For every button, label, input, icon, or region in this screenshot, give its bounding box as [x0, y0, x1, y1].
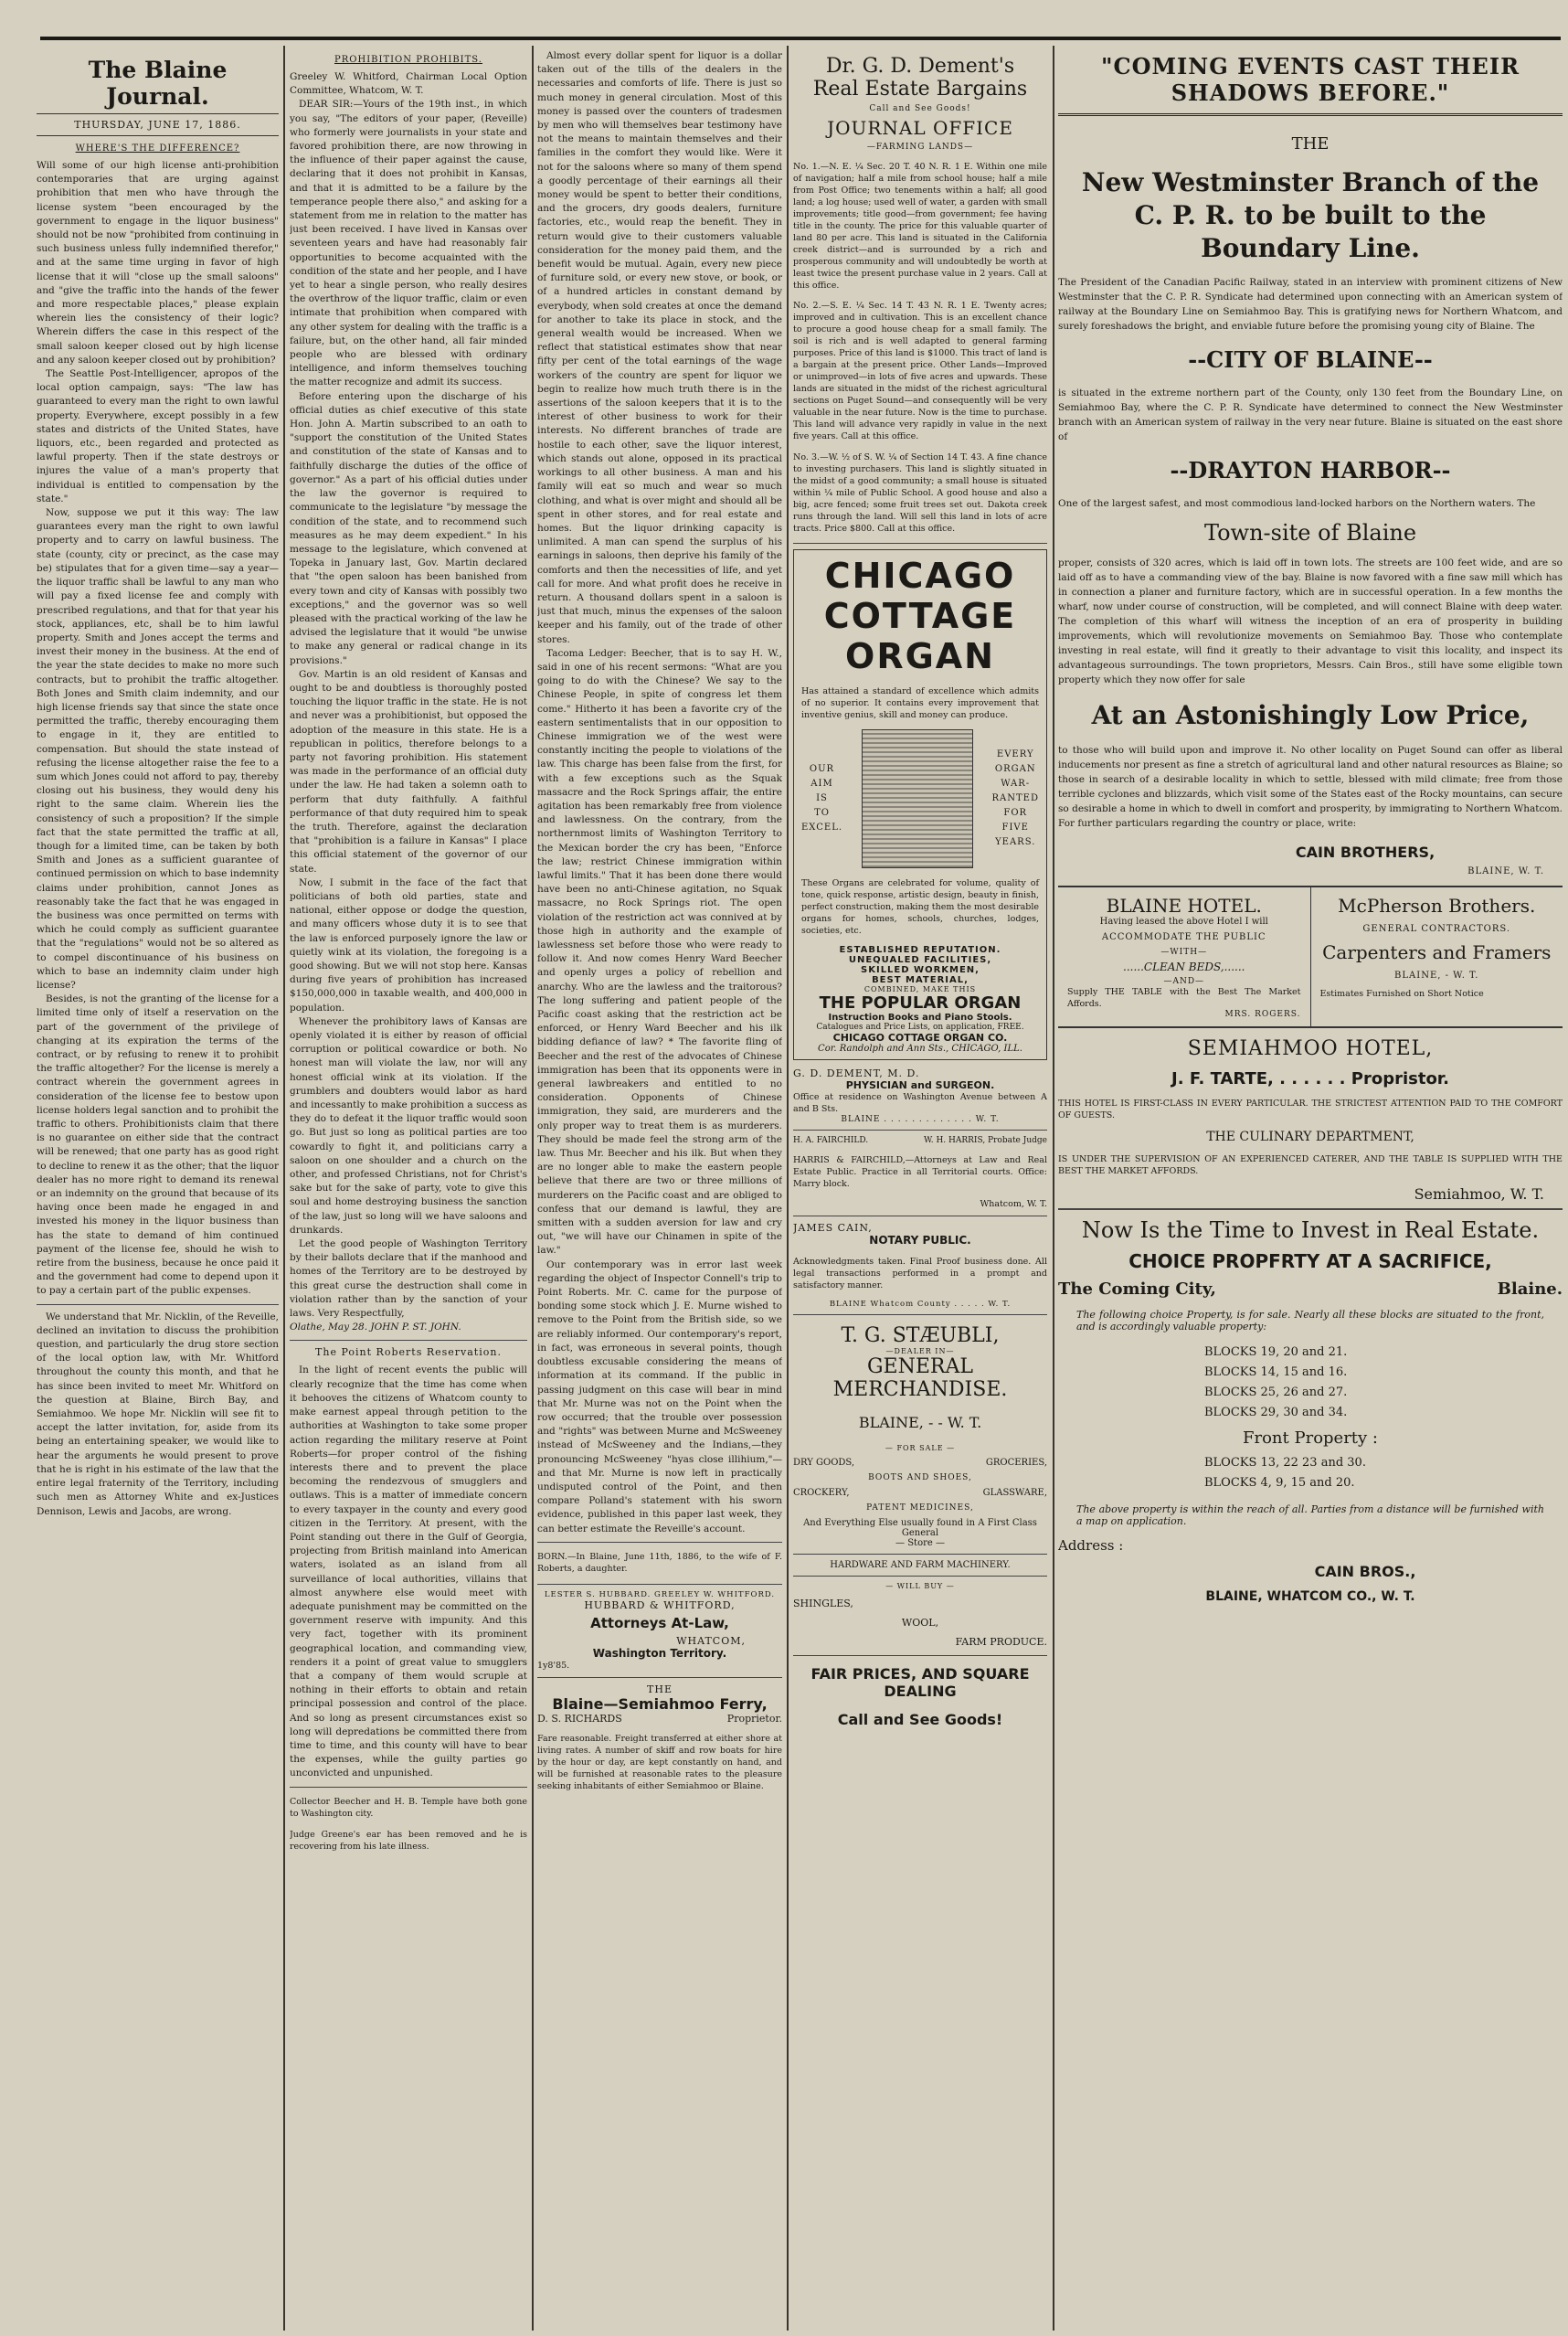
dement-sub: Real Estate Bargains	[812, 78, 1028, 101]
buy-item: FARM PRODUCE.	[955, 1636, 1047, 1648]
ferry-text: Fare reasonable. Freight transferred at either shore at living rates. A number of skiff and row boats for hire by the hour or day, are kept constantly on hand, and will be furnished at reasonable rates to the pleasure seeking inhabitants of either Semiahmoo or Blaine.	[537, 1734, 782, 1792]
divider	[793, 1314, 1047, 1315]
article-paragraph: to those who will build upon and improve it. No other locality on Puget Sound can offer as liberal inducements nor present as fine a stretch of agricultural land and other natural resources as Blaine; so those in search of a desirable locality in which to settle, blessed with mild climate; free from those terrible cyclones and blizzards, which visit some of the States east of the Rocky mountains, can secure so desirable a home in which to dwell in comfort and prosperity, by immigrating to Northern Whatcom. For further particulars regarding the country or place, write:	[1058, 744, 1563, 829]
article-paragraph: Our contemporary was in error last week regarding the object of Inspector Connell's trip to Point Roberts. Mr. C. came for the purpose of bonding some stock which J. E. Murne wished to remove to the Point from the British side, so we are reliably informed. Our contemporary's report, in fact, was erroneous in several points, though doubtless excusable considering the means of information at its command. If the public in passing judgment on this case will bear in mind that Mr. Murne was not on the Point when the row occurred; that the trouble over possession and "rights" was between Murne and McSweeney instead of McSweeney and the Indians,—they pronouncing McSweeney "hyas close illihium,"—and that Mr. Murne is now left in practically undisputed control of the Point, and then compare Polland's statement with his sworn evidence, published in this paper last week, they can better estimate the Reveille's account.	[537, 1258, 782, 1534]
divider	[537, 1677, 782, 1678]
signature: Olathe, May 28. JOHN P. ST. JOHN.	[290, 1322, 461, 1333]
organ-rep: UNEQUALED FACILITIES,	[848, 955, 992, 965]
semi-text: THIS HOTEL IS FIRST-CLASS IN EVERY PARTICULAR. THE STRICTEST ATTENTION PAID TO THE COMFORT OF GUESTS.	[1058, 1098, 1563, 1120]
article-paragraph: Tacoma Ledger: Beecher, that is to say H. W., said in one of his recent sermons: "What are you going to do with the Chinese? We say to the Chinese People, in spite of congress let them come." Hitherto it has been a favorite cry of the eastern sentimentalists that in our opposition to Chinese immigration we of the west were constantly inciting the people to violations of the law. This charge has been false from the first, for with a few exceptions such as the Squak massacre and the Rock Springs affair, the entire agitation has been remarkably free from violence and lawlessness. On the contrary, from the northernmost limits of Washington Territory to the Mexican border the cry has been, "Enforce the law; restrict Chinese immigration within lawful limits." That it has been done there would have been no anti-Chinese agitation, no Squak massacre, no Rock Springs riot. The open violation of the restriction act was connived at by those high in authority and the example of lawlessness set before those who were ready to follow it. And now comes Henry Ward Beecher and openly urges a policy of rebellion and anarchy. Who are the lawless and the traitorous? The long suffering and patient people of the Pacific coast asking that the restriction act be enforced, or Henry Ward Beecher and his ilk bidding defiance of law? * The favorite fling of Beecher and the rest of the advocates of Chinese immigration has been that its opponents were in general lawbreakers and entitled to no consideration. Opponents of Chinese immigration, they said, are murderers and the only proper way to treat them is as murderers. They should be made feel the strong arm of the law. Thus Mr. Beecher and his ilk. But when they are no longer able to make the eastern people believe that there are two or three millions of murderers on the Pacific coast and are obliged to confess that our demand is lawful, they are smitten with a sudden aversion for law and cry out, "we will have our Chinamen in spite of the law."	[537, 647, 782, 1257]
hotel-text: Having leased the above Hotel I will	[1099, 916, 1268, 927]
block-item: BLOCKS 14, 15 and 16.	[1204, 1365, 1348, 1379]
mcpherson-title: McPherson Brothers.	[1338, 894, 1536, 917]
will-buy: — WILL BUY —	[885, 1582, 955, 1590]
article-paragraph: DEAR SIR:—Yours of the 19th inst., in which you say, "The editors of your paper, (Reveille) who formerly were journalists in your state and favored prohibition there, are now throwing in the influence of their paper against the cause, declaring that it does not prohibit in Kansas, and that it is admitted to be a failure by the temperance people there also," and asking for a statement from me in relation to the matter has just been received. I have lived in Kansas over seventeen years and have had reasonably fair opportunities to become acquainted with the condition of the state and her people, and I have yet to hear a single person, who really desires the overthrow of the liquor traffic, claim or even intimate that prohibition when compared with any other system for dealing with the traffic is a failure, but, on the other hand, all fair minded people who are blessed with ordinary intelligence, and inform themselves touching the matter recognize and admit its success.	[290, 99, 527, 388]
headline: WHERE'S THE DIFFERENCE?	[75, 143, 240, 154]
slogan-line: ORGAN	[994, 764, 1036, 774]
salutation: Greeley W. Whitford, Chairman Local Option Committee, Whatcom, W. T.	[290, 71, 527, 97]
organ-ad	[793, 549, 1047, 1060]
drayton-harbor: --DRAYTON HARBOR--	[1170, 456, 1451, 483]
article-paragraph: Gov. Martin is an old resident of Kansas and ought to be and doubtless is thoroughly posted touching the liquor traffic in the state. He is not and never was a prohibitionist, but opposed the adoption of the measure in this state. He is a republican in politics, therefore belongs to a party not favoring prohibition. His statement was made in the performance of an official duty under the law. He had taken a solemn oath to perform that duty faithfully. A faithful performance of that duty required him to speak the truth. Therefore, against the declaration that "prohibition is a failure in Kansas" I place this official statement of the governor of our state.	[290, 668, 527, 875]
slogan-line: AIM	[810, 779, 833, 789]
divider	[793, 1576, 1047, 1577]
staeubli-location: BLAINE, - - W. T.	[858, 1414, 982, 1431]
low-price: At an Astonishingly Low Price,	[1091, 699, 1530, 730]
ferry-owner: D. S. RICHARDS	[537, 1712, 622, 1725]
semi-location: Semiahmoo, W. T.	[1414, 1185, 1544, 1203]
lot-listing: No. 3.—W. ½ of S. W. ¼ of Section 14 T. 43. A fine chance to investing purchasers. This land is slightly situated in the midst of a good community; a small house is situated within ¼ mile of Public School. A good house and also a big, acre fenced; some fruit trees set out. Dakota creek runs through the land. Will sell this land in lots of acre tracts. Price $800. Call at this office.	[793, 451, 1047, 534]
article-paragraph: Before entering upon the discharge of his official duties as chief executive of this state Hon. John A. Martin subscribed to an oath to "support the constitution of the United States and constitution of the state of Kansas and to faithfully discharge the duties of the office of governor." As a part of his official duties under the law the governor is required to communicate to the legislature "by message the condition of the state, and to recommend such measures as he may deem expedient." In his message to the legislature, which convened at Topeka in January last, Gov. Martin declared that "the open saloon has been banished from every town and city of Kansas with possibly two exceptions," and the governor was so well pleased with the practical working of the law he advised the legislature that it would "be unwise to make any general or radical change in its provisions."	[290, 390, 527, 666]
divider	[1058, 1208, 1563, 1210]
column-4	[793, 49, 1047, 2325]
attorney-name: H. A. FAIRCHILD.	[793, 1136, 869, 1145]
goods-item: GLASSWARE,	[982, 1488, 1047, 1498]
organ-title-1: CHICAGO	[824, 556, 1016, 596]
column-divider	[1053, 46, 1054, 2331]
call-at: Call and See Goods!	[869, 104, 971, 113]
slogan-line: IS	[816, 793, 828, 803]
railway-headline: New Westminster Branch of the C. P. R. to be built to the Boundary Line.	[1081, 167, 1540, 263]
organ-instr: Instruction Books and Piano Stools.	[828, 1013, 1012, 1023]
coming-city-row	[1058, 1279, 1563, 1299]
dateline: THURSDAY, JUNE 17, 1886.	[37, 113, 279, 136]
invest-heading: Now Is the Time to Invest in Real Estate.	[1081, 1217, 1540, 1243]
dement-card: G. D. DEMENT, M. D.	[793, 1067, 920, 1079]
column-2	[290, 49, 527, 2325]
divider	[537, 1584, 782, 1585]
notary-name: JAMES CAIN,	[793, 1222, 873, 1234]
organ-rep: ESTABLISHED REPUTATION.	[839, 945, 1001, 955]
article-paragraph: Let the good people of Washington Territory by their ballots declare that if the manhood and homes of the Territory are to be destroyed by this great curse the destruction shall come in violation rather than by the sanction of your laws. Very Respectfully,	[290, 1238, 527, 1320]
article-paragraph: We understand that Mr. Nicklin, of the Reveille, declined an invitation to discuss the prohibition question, and particularly the drug store section of the local option law, with Mr. Whitford throughout the county this month, and that he has since been invited to meet Mr. Whitford on the question at Blaine, Birch Bay, and Semiahmoo. We hope Mr. Nicklin will see fit to accept the latter invitation, for, aside from its being an entertaining speaker, we would like to hear the arguments he would present to prove that he is right in his estimate of the law that the entire legal fraternity of the Territory, including such men as Attorney White and ex-Justices Dennison, Lewis and Jacobs, are wrong.	[37, 1311, 279, 1517]
article-paragraph: Almost every dollar spent for liquor is a dollar taken out of the tills of the dealers in the necessaries and comforts of life. There is just so much money in general circulation. Most of this money is passed over the counters of tradesmen by men who will themselves bear testimony have not the means to maintain themselves and their families in the comfort they would like. Were it not for the saloons where so many of them spend a goodly percentage of their earnings all their money would be spent to better their conditions, and the grocers, dry goods dealers, furniture factories, etc., would reap the benefit. They in return would give to their customers valuable consideration for the money paid them, and the benefit would be mutual. Again, every new piece of furniture sold, or every new stove, or book, or of a hundred articles in constant demand by everybody, when sold creates at once the demand for another to take its place in stock, and the general wealth would be increased. When we reflect that statistical estimates show that near fifty per cent of the total earnings of the wage workers of the country are spent for liquor we begin to realize how much truth there is in the assertions of the saloon keepers that it is to the interest of other business to work for their interests. No different branches of trade are hostile to each other, save the liquor interest, which stands out alone, opposed in its practical workings to all other business. A man and his family will eat so much and wear so much clothing, and what is over might and should all be spent in other stores, and for real estate and homes. But the liquor drinking capacity is unlimited. A man can spend the surplus of his earnings in saloons, then deprive his family of the comforts and then the necessities of life, and yet call for more. And what profit does he receive in return. A thousand dollars spent in a saloon is just that much, minus the expenses of the saloon keeper and his family, out of the trade of other stores.	[537, 50, 782, 645]
article-paragraph: Whenever the prohibitory laws of Kansas are openly violated it is either by reason of official corruption or political cowardice or both. No honest man will violate the law, nor will any honest official wink at its violation. If the grumblers and doubters would labor as hard and incessantly to make prohibition a success as they do to defeat it the liquor traffic would soon go. But just so long as political parties are too cowardly to fight it, and politicians carry a saloon on one shoulder and a church on the other, and professed Christians, not for Christ's sake but for the sake of party, vote to give this soul and home destroying business the sanction of the law, just so long will we have saloons and drunkards.	[290, 1015, 527, 1236]
hardware: HARDWARE AND FARM MACHINERY.	[830, 1560, 1011, 1570]
notary-title: NOTARY PUBLIC.	[869, 1234, 971, 1247]
tarte: J. F. TARTE, . . . . . . Propristor.	[1171, 1068, 1449, 1088]
goods-row	[793, 1488, 1047, 1498]
general: GENERAL	[866, 1355, 973, 1378]
divider	[290, 1787, 527, 1788]
block-item: BLOCKS 13, 22 23 and 30.	[1204, 1456, 1366, 1470]
article-paragraph: Will some of our high license anti-prohibition contemporaries that are urging against prohibition that men who have through the license system "been encouraged by the government to engage in the liquor business" should not be now "prohibited from continuing in such business unless fully indemnified therefor," and at the same time urging in favor of high license that it will "close up the small saloons" and "give the traffic into the hands of the fewer and more respectable places," please explain wherein lies the consistency of their logic? Wherein differs the case in this respect of the small saloon keeper closed out by high license and any saloon keeper closed out by prohibition?	[37, 160, 279, 366]
mcpherson-location: BLAINE, - W. T.	[1394, 970, 1479, 981]
cain-bros: CAIN BROS.,	[1314, 1563, 1416, 1580]
card-date: 1y8'85.	[537, 1660, 570, 1671]
goods-row	[793, 1458, 1047, 1468]
card-firm: HUBBARD & WHITFORD,	[584, 1598, 736, 1611]
attorney-name: W. H. HARRIS, Probate Judge	[924, 1136, 1047, 1145]
column-1	[37, 49, 279, 2325]
slogan-line: TO	[814, 808, 830, 818]
column-divider	[283, 46, 285, 2331]
divider	[290, 1340, 527, 1341]
goods-item: DRY GOODS,	[793, 1458, 855, 1468]
column-5	[1058, 49, 1563, 2325]
farming-lands: —FARMING LANDS—	[866, 143, 974, 152]
article-paragraph: Besides, is not the granting of the license for a limited time only of itself a reservation on the part of the government of the privilege of changing at its expiration the terms of the contract, or by refusing to renew it to prohibit the traffic altogether? For the license is merely a contract wherein the government agrees in consideration of the license fee to bestow upon license holders legal sanction and to prohibit the traffic to others. Prohibitionists claim that there is no guarantee on either side that the contract will be renewed; that one party has as good right to decline to renew it as the other; that the liquor dealer has no more right to demand its renewal or an indemnity on the ground that because of its having once been made he engaged in and invested his money in the liquor business than has the state to demand of him continued payment of the license fee, should he wish to retire from the business, because he once paid it and the government had come to depend upon it to pay a certain part of the public expenses.	[37, 993, 279, 1297]
divider	[793, 543, 1047, 544]
hotel-supply: Supply THE TABLE with the Best The Market Affords.	[1067, 986, 1301, 1009]
organ-engraving	[862, 729, 973, 868]
hotel-title: BLAINE HOTEL.	[1106, 894, 1262, 917]
ferry-the: THE	[647, 1683, 673, 1695]
organ-desc: Has attained a standard of excellence which admits of no superior. It contains every improvement that inventive genius, skill and money can produce.	[801, 685, 1039, 720]
article-paragraph: In the light of recent events the public will clearly recognize that the time has come when it behooves the citizens of Whatcom county to make earnest appeal through petition to the authorities at Washington to take some proper action regarding the military reserve at Point Roberts—for proper control of the fishing interests there and to prevent the place becoming the rendezvous of smugglers and outlaws. This is a matter of immediate concern to every taxpayer in the county and every good citizen in the Territory. At present, with the Point standing out there in the Gulf of Georgia, projecting from British mainland into American waters, isolated as an island from all surveillance of local authorities, villains that almost anywhere else would meet with adequate punishment may be committed on the government reserve with impunity. And this very fact, together with its prominent geographical location, and commanding view, renders it a point of great value to smugglers that a company of them would scruple at nothing in their efforts to obtain and retain principal possession and control of the place. And so long as present circumstances exist so long will depredations be committed there from time to time, and this county will have to bear the expenses, while the guilty parties go unconvicted and unpunished.	[290, 1364, 527, 1779]
reach-text: The above property is within the reach of all. Parties from a distance will be furnished with a map on application.	[1076, 1503, 1544, 1527]
article-paragraph: Now, suppose we put it this way: The law guarantees every man the right to own lawful property and to carry on lawful business. The state (county, city or precinct, as the case may be) stipulates that for a given time—say a year—the liquor traffic shall be lawful to any man who will pay a fixed license fee and comply with prescribed regulations, and that for that year his stock, appliances, etc, shall be to him lawful property. Smith and Jones accept the terms and invest their money in the business. At the end of the year the state decides to make no more such contracts, but to prohibit the traffic altogether. Both Jones and Smith claim indemnity, and our high license friends say that since the state once permitted the traffic, thereby encouraging them to engage in it, they are entitled to compensation. But should the state instead of refusing the license altogether raise the fee to a sum which Jones could not afford to pay, thereby closing out his business, they would deny his right to the same claim. Wherein lies the consistency of such a proposition? If the simple fact that the state permitted the traffic at all, though for a limited time, can be taken by both Smith and Jones as a sufficient guarantee of continued permission on which to base indemnity claims under prohibition, cannot Jones as reasonably take the fact that he was engaged in the business was once permitted on terms with which he could comply as sufficient guarantee that the "regulations" would not be so altered as to compel discontinuance of his business on which to base an indemnity claim under high license?	[37, 507, 279, 991]
contractors: GENERAL CONTRACTORS.	[1362, 923, 1511, 934]
dealing: DEALING	[884, 1683, 957, 1700]
block-item: BLOCKS 19, 20 and 21.	[1204, 1345, 1348, 1359]
physician: PHYSICIAN and SURGEON.	[845, 1079, 995, 1091]
organ-illustration-row	[801, 729, 1039, 868]
slogan-line: YEARS.	[995, 837, 1036, 847]
buy-item: SHINGLES,	[793, 1598, 853, 1609]
notary-text: Acknowledgments taken. Final Proof business done. All legal transactions performed in a prompt and satisfactory manner.	[793, 1256, 1047, 1290]
goods-item: BOOTS AND SHOES,	[868, 1473, 972, 1482]
ferry-proprietor: Proprietor.	[726, 1712, 782, 1725]
column-divider	[532, 46, 534, 2331]
blaine-line: BLAINE . . . . . . . . . . . . . W. T.	[841, 1115, 1000, 1124]
carpenters: Carpenters and Framers	[1322, 940, 1552, 963]
news-note: Judge Greene's ear has been removed and he is recovering from his late illness.	[290, 1829, 527, 1852]
notary-address: BLAINE Whatcom County . . . . . W. T.	[829, 1300, 1012, 1309]
card-names: LESTER S. HUBBARD. GREELEY W. WHITFORD.	[544, 1589, 776, 1599]
slogan-line: FIVE	[1001, 823, 1029, 833]
office-address: Office at residence on Washington Avenue between A and B Sts.	[793, 1092, 1047, 1114]
organ-address: Cor. Randolph and Ann Sts., CHICAGO, ILL.	[818, 1044, 1022, 1054]
cain-brothers: CAIN BROTHERS,	[1295, 843, 1436, 861]
masthead-title: The Blaine Journal.	[88, 57, 228, 110]
dement-title: Dr. G. D. Dement's	[825, 55, 1015, 78]
block-item: BLOCKS 25, 26 and 27.	[1204, 1386, 1348, 1399]
attorney-location: Whatcom, W. T.	[980, 1199, 1047, 1209]
column-3	[537, 49, 782, 2325]
article-paragraph: Now, I submit in the face of the fact that politicians of both old parties, state and national, either oppose or dodge the question, and many officers whose duty it is to see that the law is enforced purposely ignore the law or quietly wink at its violation, the foregoing is a good showing. But we will not stop here. Kansas during five years of prohibition has increased $150,000,000 in taxable wealth, and 400,000 in population.	[290, 876, 527, 1014]
hotel-contractors-row	[1058, 886, 1563, 1028]
article-paragraph: One of the largest safest, and most commodious land-locked harbors on the Northern waters. The	[1058, 497, 1536, 509]
the: THE	[1291, 134, 1330, 154]
goods-item: GROCERIES,	[985, 1458, 1047, 1468]
organ-text: These Organs are celebrated for volume, quality of tone, quick response, artistic design, beauty in finish, perfect construction, making them the most desirable organs for homes, schools, churches, lodges, societies, etc.	[801, 877, 1039, 936]
divider	[37, 1304, 279, 1305]
city-of-blaine: --CITY OF BLAINE--	[1188, 345, 1433, 373]
fair-prices: FAIR PRICES, AND SQUARE	[810, 1665, 1030, 1683]
blocks-list	[1204, 1343, 1563, 1423]
divider	[793, 1554, 1047, 1555]
lot-listing: No. 1.—N. E. ¼ Sec. 20 T. 40 N. R. 1 E. Within one mile of navigation; half a mile from school house; half a mile from Post Office; two tenements within a half; all good land; a log house; used well of water, a garden with small improvements; title good—from government; fee having title in the county. The price for this valuable quarter of land 80 per acre. This land is situated in the California creek district—and is surrounded by a rich and prosperous community and will undoubtedly be worth at least twice the present purchase value in 2 years. Call at this office.	[793, 161, 1047, 291]
dealer-in: —DEALER IN—	[885, 1347, 955, 1355]
attorney-text: HARRIS & FAIRCHILD,—Attorneys at Law and Real Estate Public. Practice in all Territorial courts. Office: Marry block.	[793, 1154, 1047, 1189]
townsite-heading: Town-site of Blaine	[1203, 520, 1417, 546]
buy-item: WOOL,	[901, 1617, 939, 1629]
divider	[537, 1542, 782, 1543]
divider	[793, 1655, 1047, 1656]
hotel-proprietor: MRS. ROGERS.	[1224, 1009, 1301, 1019]
article-paragraph: The Seattle Post-Intelligencer, apropos of the local option campaign, says: "The law has guaranteed to every man the right to own lawful property. Everywhere, except possibly in a few states and districts of the United States, have liquors, etc., been regarded and protected as lawful property. Then if the state destroys or injures the value of a man's property that individual is entitled to compensation by the state."	[37, 368, 279, 504]
lot-listing: No. 2.—S. E. ¼ Sec. 14 T. 43 N. R. 1 E. Twenty acres; improved and in cultivation. This is an excellent chance to procure a good house cheap for a small family. The soil is rich and is well adapted to general farming purposes. Price of this land is $1000. This tract of land is a bargain at the present price. Other Lands—Improved or unimproved—in lots of five acres and upwards. These lands are situated in the midst of the richest agricultural sections on Puget Sound—and consequently will be very valuable in the near future. Now is the time to purchase. This land will advance very rapidly in value in the next five years. Call at this office.	[793, 301, 1047, 441]
organ-catalogue: Catalogues and Price Lists, on application, FREE.	[816, 1023, 1024, 1032]
slogan-line: WAR-	[1001, 779, 1031, 789]
culinary: THE CULINARY DEPARTMENT,	[1206, 1130, 1414, 1144]
article-paragraph: proper, consists of 320 acres, which is laid off in town lots. The streets are 100 feet wide, and are so laid off as to have a commanding view of the bay. Blaine is now favored with a fine saw mill which has in connection a planer and furniture factory, which are in successful operation. In a few months the wharf, now under course of construction, will be completed, and will connect Blaine with deep water. The completion of this wharf will witness the inception of an era of prosperity in building improvements, which will revolutionize movements on Semiahmoo Bay. Those who contemplate investing in real estate, will find it greatly to their advantage to visit this locality, and inspect its advantageous surroundings. The town proprietors, Messrs. Cain Bros., still have some eligible town property which they now offer for sale	[1058, 557, 1563, 685]
article-paragraph: is situated in the extreme northern part of the County, only 130 feet from the Boundary Line, on Semiahmoo Bay, where the C. P. R. Syndicate have determined to connect the New Westminster branch with an American system of railway in the very near future. Blaine is situated on the east shore of	[1058, 387, 1563, 442]
slogan-line: EVERY	[996, 749, 1034, 759]
organ-rep: SKILLED WORKMEN,	[861, 965, 980, 975]
mcpherson-ad	[1310, 887, 1563, 1026]
estimates: Estimates Furnished on Short Notice	[1319, 988, 1484, 999]
article-paragraph: The President of the Canadian Pacific Railway, stated in an interview with prominent citizens of New Westminster that the C. P. R. Syndicate had determined upon connecting with an American system of railway at the Boundary Line on Semiahmoo Bay. This is gratifying news for Northern Whatcom, and surely foreshadows the bright, and enviable future before the promising young city of Blaine. The	[1058, 276, 1563, 332]
cain-location: BLAINE, W. T.	[1467, 865, 1544, 876]
goods-item: CROCKERY,	[793, 1488, 850, 1498]
choice-property: CHOICE PROPFRTY AT A SACRIFICE,	[1128, 1250, 1492, 1272]
birth-notice: BORN.—In Blaine, June 11th, 1886, to the wife of F. Roberts, a daughter.	[537, 1552, 782, 1575]
goods-item: PATENT MEDICINES,	[866, 1503, 974, 1513]
organ-company: CHICAGO COTTAGE ORGAN CO.	[832, 1032, 1008, 1044]
for-sale: — FOR SALE —	[885, 1444, 956, 1452]
call-and-see: Call and See Goods!	[837, 1711, 1003, 1728]
organ-left-slogan	[801, 762, 842, 835]
card-title: Attorneys At-Law,	[590, 1614, 729, 1631]
goods-else: And Everything Else usually found in A First Class General	[803, 1518, 1037, 1538]
hotel-with: —WITH—	[1160, 947, 1208, 957]
staeubli-name: T. G. STÆUBLI,	[841, 1324, 1000, 1347]
slogan-line: FOR	[1003, 808, 1028, 818]
block-item: BLOCKS 29, 30 and 34.	[1204, 1406, 1348, 1419]
goods-store: — Store —	[895, 1538, 945, 1548]
front-property: Front Property :	[1243, 1428, 1378, 1448]
culinary-text: IS UNDER THE SUPERVISION OF AN EXPERIENCED CATERER, AND THE TABLE IS SUPPLIED WITH THE BEST THE MARKET AFFORDS.	[1058, 1153, 1563, 1176]
top-rule	[40, 37, 1561, 40]
popular-organ: THE POPULAR ORGAN	[819, 993, 1022, 1013]
organ-title-3: ORGAN	[845, 636, 995, 676]
headline: PROHIBITION PROHIBITS.	[334, 55, 482, 65]
block-item: BLOCKS 4, 9, 15 and 20.	[1204, 1476, 1355, 1490]
organ-combined: COMBINED, MAKE THIS	[863, 985, 977, 993]
headline: The Point Roberts Reservation.	[315, 1346, 502, 1359]
cain-bros-location: BLAINE, WHATCOM CO., W. T.	[1205, 1589, 1415, 1604]
front-blocks-list	[1204, 1453, 1563, 1493]
divider	[793, 1130, 1047, 1131]
blaine-hotel-ad	[1058, 887, 1310, 1026]
hotel-beds: ......CLEAN BEDS,......	[1123, 960, 1245, 973]
card-town: WHATCOM,	[676, 1634, 746, 1647]
ferry-owner-row	[537, 1713, 782, 1725]
slogan-line: RANTED	[991, 793, 1039, 803]
hotel-accommodate: ACCOMMODATE THE PUBLIC	[1101, 931, 1266, 942]
ferry-name: Blaine—Semiahmoo Ferry,	[552, 1694, 768, 1713]
coming-city: The Coming City,	[1058, 1279, 1216, 1299]
slogan-line: EXCEL.	[801, 823, 843, 833]
semiahmoo-hotel: SEMIAHMOO HOTEL,	[1187, 1036, 1434, 1060]
attorney-names	[793, 1136, 1047, 1145]
news-note: Collector Beecher and H. B. Temple have both gone to Washington city.	[290, 1797, 527, 1820]
organ-right-slogan	[991, 748, 1039, 850]
merchandise: MERCHANDISE.	[832, 1378, 1008, 1401]
card-territory: Washington Territory.	[592, 1646, 727, 1660]
organ-title-2: COTTAGE	[823, 596, 1017, 636]
address-label: Address :	[1058, 1537, 1124, 1554]
banner: "COMING EVENTS CAST THEIR SHADOWS BEFORE."	[1058, 49, 1563, 116]
journal-office: JOURNAL OFFICE	[827, 117, 1013, 139]
column-divider	[787, 46, 789, 2331]
blaine: Blaine.	[1497, 1279, 1563, 1299]
organ-rep: BEST MATERIAL,	[872, 975, 969, 985]
hotel-and: —AND—	[1163, 976, 1205, 986]
slogan-line: OUR	[809, 764, 835, 774]
follow-text: The following choice Property, is for sale. Nearly all these blocks are situated to the front, and is accordingly valuable property:	[1076, 1309, 1544, 1333]
